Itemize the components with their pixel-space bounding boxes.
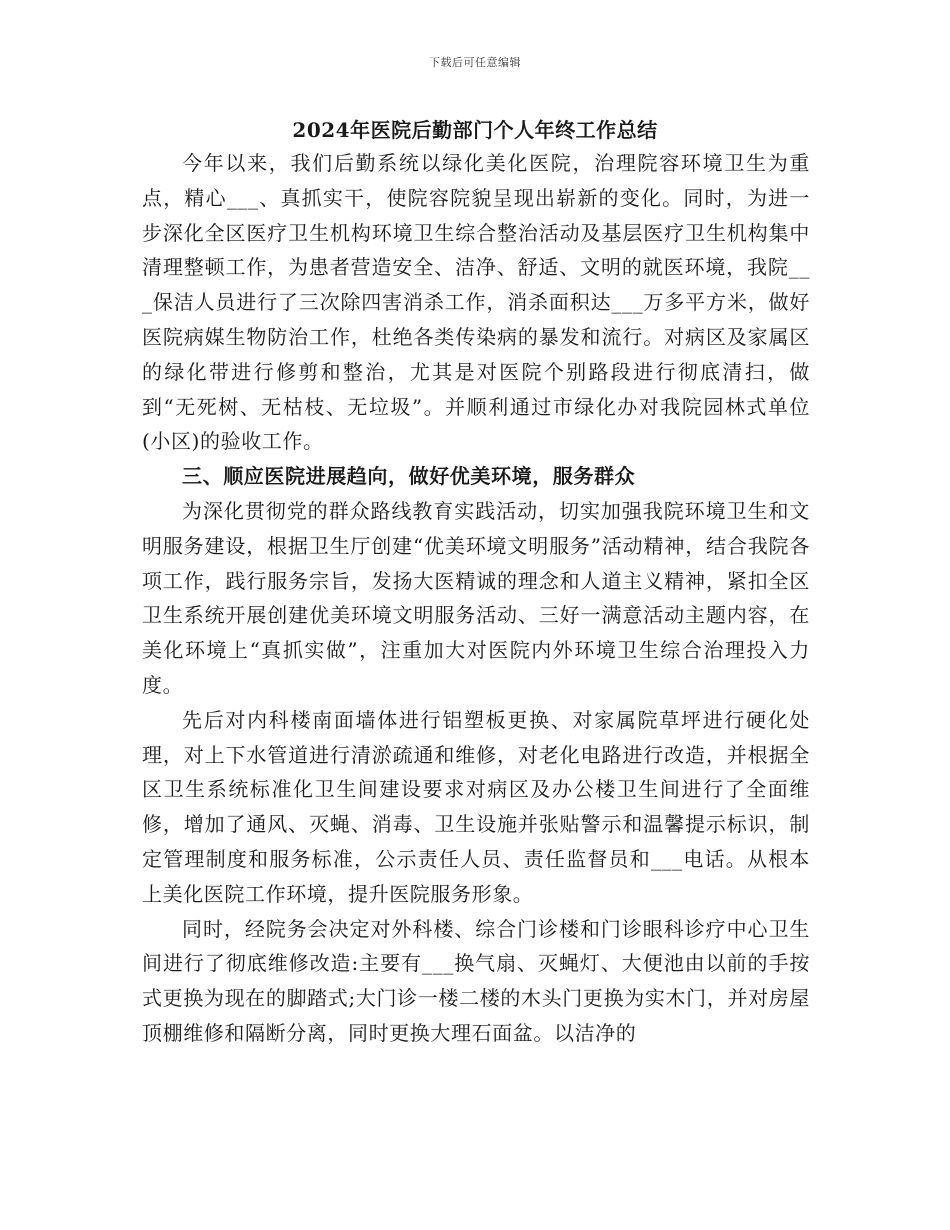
section-heading: 三、顺应医院进展趋向，做好优美环境，服务群众 [182,464,636,489]
document-body [142,146,810,1051]
paragraph-intro: 今年以来，我们后勤系统以绿化美化医院，治理院容环境卫生为重点，精心___、真抓实干，使院容院貌呈现出崭新的变化。同时，为进一步深化全区医疗卫生机构环境卫生综合整治活动及基层医疗卫生机构集中清理整顿工作，为患者营造安全、洁净、舒适、文明的就医环境，我院___保洁人员进行了三次除四害消杀工作，消杀面积达___万多平方米，做好医院病媒生物防治工作，杜绝各类传染病的暴发和流行。对病区及家属区的绿化带进行修剪和整治，尤其是对医院个别路段进行彻底清扫，做到“无死树、无枯枝、无垃圾”。并顺利通过市绿化办对我院园林式单位(小区)的验收工作。 [142,151,810,454]
paragraph-section-3: 同时，经院务会决定对外科楼、综合门诊楼和门诊眼科诊疗中心卫生间进行了彻底维修改造:主要有___换气扇、灭蝇灯、大便池由以前的手按式更换为现在的脚踏式;大门诊一楼二楼的木头门更换为实木门，并对房屋顶棚维修和隔断分离，同时更换大理石面盆。以洁净的 [142,916,810,1045]
document-title: 2024年医院后勤部门个人年终工作总结 [292,118,658,142]
paragraph-section-1: 为深化贯彻党的群众路线教育实践活动，切实加强我院环境卫生和文明服务建设，根据卫生厅创建“优美环境文明服务”活动精神，结合我院各项工作，践行服务宗旨，发扬大医精诚的理念和人道主义精神，紧扣全区卫生系统开展创建优美环境文明服务活动、三好一满意活动主题内容，在美化环境上“真抓实做”，注重加大对医院内外环境卫生综合治理投入力度。 [142,498,810,697]
header-note: 下载后可任意编辑 [429,56,521,69]
paragraph-section-2: 先后对内科楼南面墙体进行铝塑板更换、对家属院草坪进行硬化处理，对上下水管道进行清淤疏通和维修，对老化电路进行改造，并根据全区卫生系统标准化卫生间建设要求对病区及办公楼卫生间进行了全面维修，增加了通风、灭蝇、消毒、卫生设施并张贴警示和温馨提示标识，制定管理制度和服务标准，公示责任人员、责任监督员和___电话。从根本上美化医院工作环境，提升医院服务形象。 [142,707,810,906]
